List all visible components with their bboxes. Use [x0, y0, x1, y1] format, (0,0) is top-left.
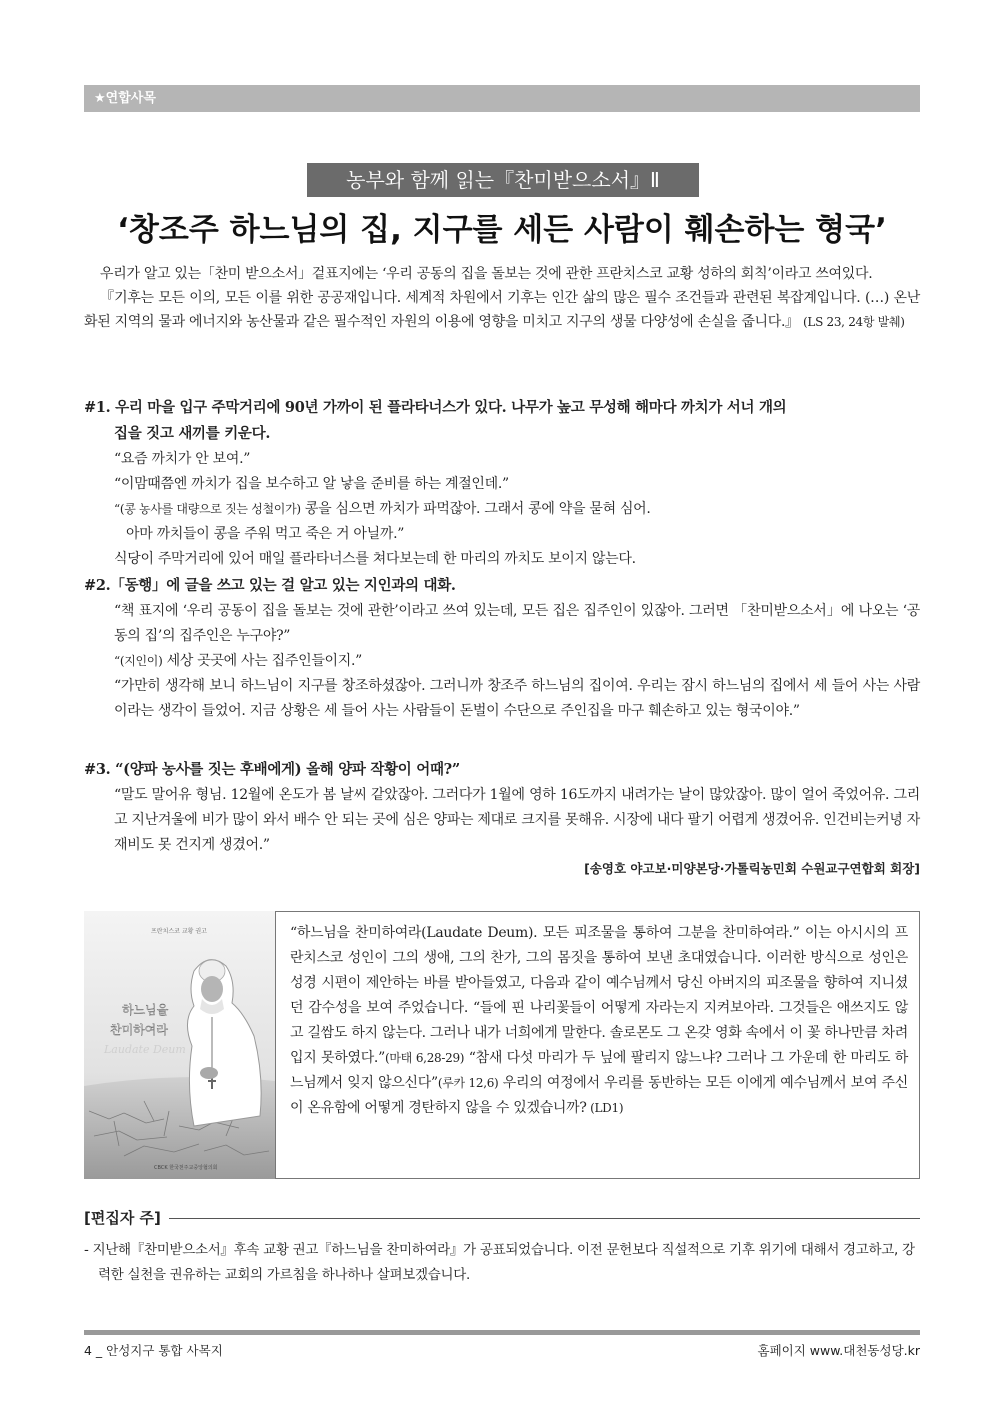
book-cover-image	[84, 911, 275, 1179]
author-byline: [송영호 야고보·미양본당·가톨릭농민회 수원교구연합회 회장]	[584, 861, 920, 876]
topic-1-quote-2: “이맘때쯤엔 까치가 집을 보수하고 알 낳을 준비를 하는 계절인데.”	[114, 476, 509, 492]
quote-box	[84, 911, 920, 1179]
quote-text-3: 우리의 여정에서 우리를 동반하는 모든 이에게 예수님께서 보여 주신 이 온유함에 어떻게 경탄하지 않을 수 있겠습니까?	[290, 1075, 908, 1116]
quote-cite-1: (마태 6,28-29)	[384, 1051, 465, 1065]
topic-2-quote-2-aside: “(지인이)	[114, 654, 163, 668]
book-publisher: CBCK 한국천주교중앙협의회	[154, 1165, 218, 1171]
book-title-line-2: 찬미하여라	[110, 1023, 168, 1037]
topic-3-heading: #3. “(양파 농사를 짓는 후배에게) 올해 양파 작황이 어때?”	[84, 761, 460, 778]
encyclical-citation: (LS 23, 24항 발췌)	[803, 315, 905, 329]
laudate-deum-quote	[290, 921, 908, 1121]
section-label: ★연합사목	[94, 91, 156, 106]
topic-2-quote-1: “책 표지에 ‘우리 공동이 집을 돌보는 것에 관한’이라고 쓰여 있는데, 모든 집은 집주인이 있잖아. 그러면 「찬미받으소서」에 나오는 ‘공동의 집’의 집주인은 누구야?”	[114, 603, 920, 644]
topic-2-heading: #2.「동행」에 글을 쓰고 있는 걸 알고 있는 지인과의 대화.	[84, 577, 456, 594]
topic-1-quote-1: “요즘 까치가 안 보여.”	[114, 451, 251, 467]
footer-page-info: 4 _ 안성지구 통합 사목지	[84, 1343, 223, 1358]
intro-paragraph-2	[84, 286, 920, 334]
topic-1-quote-3-text: 콩을 심으면 까치가 파먹잖아. 그래서 콩에 약을 묻혀 심어.	[300, 501, 651, 517]
editor-note	[84, 1207, 920, 1288]
topic-1-quote-3	[84, 497, 920, 522]
topic-1-heading: #1. 우리 마을 입구 주막거리에 90년 가까이 된 플라타너스가 있다. 나무가 높고 무성해 해마다 까치가 서너 개의	[84, 399, 787, 416]
topic-1-quote-3-aside: “(콩 농사를 대량으로 짓는 성철이가)	[114, 502, 301, 516]
section-header-bar	[84, 85, 920, 112]
series-title: 농부와 함께 읽는『찬미받으소서』Ⅱ	[346, 168, 660, 192]
topic-2-quote-2	[84, 649, 920, 674]
intro-section	[84, 262, 920, 334]
book-small-title: 프란치스코 교황 권고	[151, 928, 207, 935]
topic-1-quote-3-cont: 아마 까치들이 콩을 주워 먹고 죽은 거 아닐까.”	[126, 526, 405, 542]
intro-paragraph-1: 우리가 알고 있는「찬미 받으소서」겉표지에는 ‘우리 공동의 집을 돌보는 것에 관한 프란치스코 교황 성하의 회칙’이라고 쓰여있다.	[100, 266, 873, 282]
book-title-line-1: 하느님을	[122, 1003, 169, 1017]
topic-2-quote-2-text: 세상 곳곳에 사는 집주인들이지.”	[162, 653, 363, 669]
topic-2-quote-3: “가만히 생각해 보니 하느님이 지구를 창조하셨잖아. 그러니까 창조주 하느님의 집이여. 우리는 잠시 하느님의 집에서 세 들어 사는 사람이라는 생각이 들었어. 지금 상황은 세 들어 사는 사람들이 돈벌이 수단으로 주인집을 마구 훼손하고 있는 형국이야.”	[114, 678, 920, 719]
topic-2	[84, 573, 920, 724]
quote-text-2: “참새 다섯 마리가 두 닢에 팔리지 않느냐? 그러나 그 가운데 한 마리도 하느님께서 잊지 않으신다”	[290, 1050, 908, 1091]
encyclical-quote: 『기후는 모든 이의, 모든 이를 위한 공공재입니다. 세계적 차원에서 기후는 인간 삶의 많은 필수 조건들과 관련된 복잡계입니다. (…) 온난화된 지역의 물과 에너지와 농산물과 같은 필수적인 자원의 이용에 영향을 미치고 지구의 생물 다양성에 손실을 줍니다.』	[84, 290, 920, 330]
quote-cite-2: (루카 12,6)	[437, 1076, 499, 1090]
editor-note-rule	[84, 1218, 920, 1219]
topic-1	[84, 395, 920, 572]
quote-cite-3: (LD1)	[586, 1101, 624, 1115]
topic-3-quote-1: “말도 말어유 형님. 12월에 온도가 봄 날씨 같았잖아. 그러다가 1월에 영하 16도까지 내려가는 날이 많았잖아. 많이 얼어 죽었어유. 그리고 지난겨울에 비가 많이 와서 배수 안 되는 곳에 심은 양파는 제대로 크지를 못해유. 시장에 내다 팔기 어렵게 생겼어유. 인건비는커녕 자재비도 못 건지게 생겼어.”	[114, 787, 920, 853]
footer-homepage: 홈페이지 www.대천동성당.kr	[757, 1343, 920, 1358]
quote-text-1: “하느님을 찬미하여라(Laudate Deum). 모든 피조물을 통하여 그분을 찬미하여라.” 이는 아시시의 프란치스코 성인이 그의 생애, 그의 찬가, 그의 몸짓을 통하여 보낸 초대였습니다. 이러한 방식으로 성인은 성경 시편이 제안하는 바를 받아들였고, 다음과 같이 예수님께서 당신 아버지의 피조물을 향하여 지니셨던 감수성을 보여 주었습니다. “들에 핀 나리꽃들이 어떻게 자라는지 지켜보아라. 그것들은 애쓰지도 않고 길쌈도 하지 않는다. 그러나 내가 너희에게 말한다. 솔로몬도 그 온갖 영화 속에서 이 꽃 하나만큼 차려입지 못하였다.”	[290, 925, 908, 1066]
footer-rule	[84, 1330, 920, 1335]
topic-1-heading-cont: 집을 짓고 새끼를 키운다.	[114, 425, 271, 442]
article-headline: ‘창조주 하느님의 집, 지구를 세든 사람이 훼손하는 형국’	[117, 212, 887, 248]
series-title-box	[307, 163, 699, 197]
editor-note-title: [편집자 주]	[84, 1207, 169, 1228]
editor-note-body: - 지난해『찬미받으소서』후속 교황 권고『하느님을 찬미하여라』가 공표되었습니다. 이전 문헌보다 직설적으로 기후 위기에 대해서 경고하고, 강력한 실천을 권유하는 교회의 가르침을 하나하나 살펴보겠습니다.	[84, 1242, 915, 1283]
topic-1-narration: 식당이 주막거리에 있어 매일 플라타너스를 쳐다보는데 한 마리의 까치도 보이지 않는다.	[114, 551, 636, 567]
book-latin-title: Laudate Deum	[104, 1043, 186, 1056]
topic-3	[84, 757, 920, 858]
